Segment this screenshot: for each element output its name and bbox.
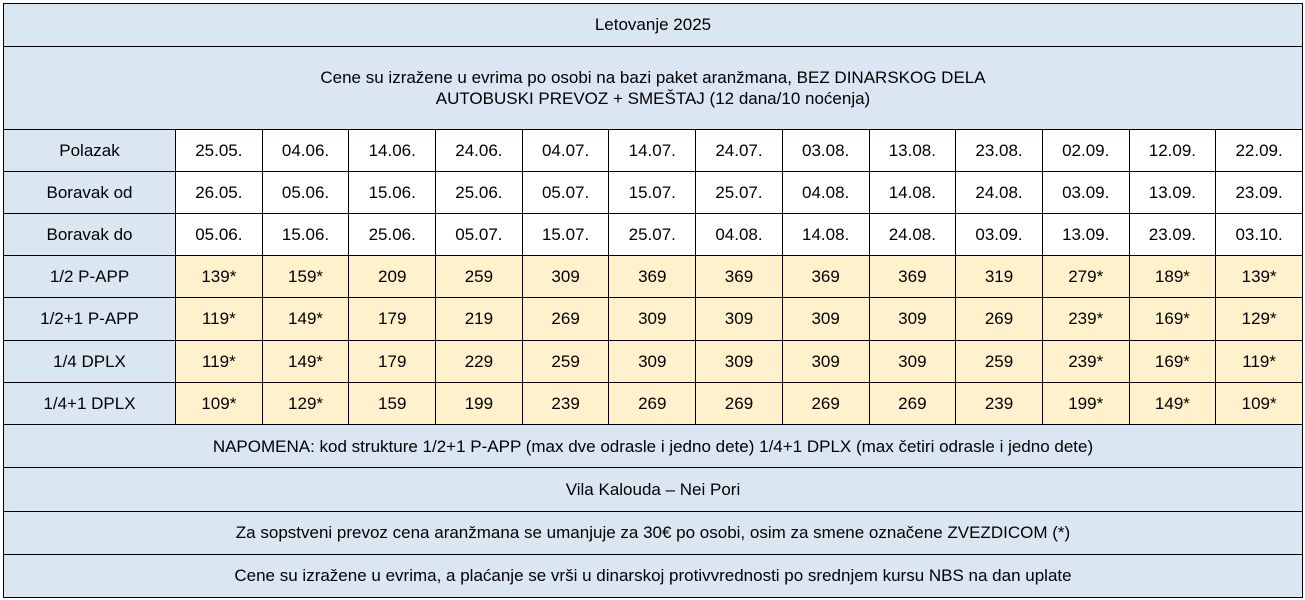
price-cell: 269: [522, 298, 609, 340]
date-cell: 24.07.: [696, 129, 783, 171]
date-cell: 13.09.: [1042, 214, 1129, 256]
row-label: Polazak: [4, 129, 176, 171]
payment-row: [4, 554, 1303, 597]
price-cell: 269: [869, 382, 956, 424]
price-cell: 259: [522, 340, 609, 382]
price-cell: 119*: [176, 298, 263, 340]
date-cell: 13.09.: [1129, 171, 1216, 213]
price-cell: 239: [522, 382, 609, 424]
price-row: [4, 298, 1303, 340]
price-cell: 149*: [262, 340, 349, 382]
price-cell: 139*: [176, 256, 263, 298]
date-cell: 02.09.: [1042, 129, 1129, 171]
price-cell: 169*: [1129, 298, 1216, 340]
price-row: [4, 340, 1303, 382]
price-cell: 309: [869, 340, 956, 382]
date-cell: 14.06.: [349, 129, 436, 171]
price-cell: 139*: [1216, 256, 1303, 298]
napomena-row: [4, 425, 1303, 468]
date-cell: 04.08.: [782, 171, 869, 213]
price-cell: 369: [609, 256, 696, 298]
date-cell: 23.08.: [956, 129, 1043, 171]
price-cell: 239: [956, 382, 1043, 424]
date-cell: 13.08.: [869, 129, 956, 171]
price-cell: 169*: [1129, 340, 1216, 382]
date-cell: 03.08.: [782, 129, 869, 171]
date-cell: 15.07.: [609, 171, 696, 213]
date-row: [4, 171, 1303, 213]
price-cell: 189*: [1129, 256, 1216, 298]
date-cell: 26.05.: [176, 171, 263, 213]
price-cell: 259: [956, 340, 1043, 382]
payment-note: Cene su izražene u evrima, a plaćanje se vrši u dinarskoj protivvrednosti po srednjem kursu NBS na dan uplate: [4, 554, 1303, 597]
date-cell: 25.07.: [609, 214, 696, 256]
date-cell: 03.09.: [1042, 171, 1129, 213]
intro-line-1: Cene su izražene u evrima po osobi na bazi paket aranžmana, BEZ DINARSKOG DELA: [320, 67, 986, 87]
price-table: [3, 3, 1303, 598]
price-cell: 269: [782, 382, 869, 424]
accommodation-name: Vila Kalouda – Nei Pori: [4, 468, 1303, 511]
price-row: [4, 382, 1303, 424]
date-cell: 05.07.: [436, 214, 523, 256]
napomena-note: NAPOMENA: kod strukture 1/2+1 P-APP (max dve odrasle i jedno dete) 1/4+1 DPLX (max četiri odrasle i jedno dete): [4, 425, 1303, 468]
date-cell: 04.08.: [696, 214, 783, 256]
row-label: 1/2 P-APP: [4, 256, 176, 298]
price-cell: 179: [349, 298, 436, 340]
price-cell: 119*: [1216, 340, 1303, 382]
price-cell: 269: [956, 298, 1043, 340]
row-label: 1/2+1 P-APP: [4, 298, 176, 340]
price-cell: 219: [436, 298, 523, 340]
price-cell: 209: [349, 256, 436, 298]
price-cell: 239*: [1042, 298, 1129, 340]
price-cell: 319: [956, 256, 1043, 298]
price-cell: 269: [696, 382, 783, 424]
price-cell: 309: [522, 256, 609, 298]
price-cell: 159: [349, 382, 436, 424]
date-cell: 24.08.: [869, 214, 956, 256]
price-cell: 309: [782, 298, 869, 340]
date-cell: 22.09.: [1216, 129, 1303, 171]
price-cell: 369: [869, 256, 956, 298]
date-cell: 24.06.: [436, 129, 523, 171]
intro-cell: [4, 47, 1303, 129]
price-cell: 309: [782, 340, 869, 382]
row-label: 1/4+1 DPLX: [4, 382, 176, 424]
price-cell: 199: [436, 382, 523, 424]
date-cell: 23.09.: [1216, 171, 1303, 213]
date-cell: 15.06.: [349, 171, 436, 213]
price-rows: [4, 256, 1303, 425]
date-cell: 03.09.: [956, 214, 1043, 256]
date-cell: 14.08.: [782, 214, 869, 256]
intro-row: [4, 47, 1303, 129]
price-cell: 179: [349, 340, 436, 382]
accommodation-row: [4, 468, 1303, 511]
price-cell: 109*: [1216, 382, 1303, 424]
date-cell: 04.06.: [262, 129, 349, 171]
price-cell: 259: [436, 256, 523, 298]
price-cell: 279*: [1042, 256, 1129, 298]
row-label: Boravak od: [4, 171, 176, 213]
row-label: Boravak do: [4, 214, 176, 256]
price-cell: 149*: [1129, 382, 1216, 424]
price-cell: 369: [782, 256, 869, 298]
price-cell: 129*: [262, 382, 349, 424]
date-cell: 25.07.: [696, 171, 783, 213]
price-cell: 309: [696, 298, 783, 340]
price-cell: 309: [609, 298, 696, 340]
price-cell: 239*: [1042, 340, 1129, 382]
date-cell: 05.07.: [522, 171, 609, 213]
date-cell: 24.08.: [956, 171, 1043, 213]
price-cell: 229: [436, 340, 523, 382]
price-cell: 369: [696, 256, 783, 298]
price-cell: 119*: [176, 340, 263, 382]
price-row: [4, 256, 1303, 298]
date-cell: 03.10.: [1216, 214, 1303, 256]
table-title: Letovanje 2025: [4, 4, 1303, 47]
price-cell: 109*: [176, 382, 263, 424]
date-cell: 04.07.: [522, 129, 609, 171]
price-cell: 269: [609, 382, 696, 424]
row-label: 1/4 DPLX: [4, 340, 176, 382]
intro-line-2: AUTOBUSKI PREVOZ + SMEŠTAJ (12 dana/10 noćenja): [435, 88, 871, 108]
own-transport-note: Za sopstveni prevoz cena aranžmana se umanjuje za 30€ po osobi, osim za smene označene ZVEZDICOM (*): [4, 511, 1303, 554]
date-cell: 12.09.: [1129, 129, 1216, 171]
date-row: [4, 129, 1303, 171]
price-cell: 159*: [262, 256, 349, 298]
date-cell: 15.06.: [262, 214, 349, 256]
price-cell: 309: [696, 340, 783, 382]
date-cell: 25.05.: [176, 129, 263, 171]
price-cell: 309: [869, 298, 956, 340]
date-row: [4, 214, 1303, 256]
date-cell: 25.06.: [349, 214, 436, 256]
date-cell: 25.06.: [436, 171, 523, 213]
date-cell: 14.08.: [869, 171, 956, 213]
date-cell: 14.07.: [609, 129, 696, 171]
price-cell: 149*: [262, 298, 349, 340]
own-transport-row: [4, 511, 1303, 554]
date-cell: 05.06.: [176, 214, 263, 256]
date-cell: 05.06.: [262, 171, 349, 213]
price-cell: 199*: [1042, 382, 1129, 424]
price-cell: 129*: [1216, 298, 1303, 340]
price-cell: 309: [609, 340, 696, 382]
date-cell: 15.07.: [522, 214, 609, 256]
date-rows: [4, 129, 1303, 256]
date-cell: 23.09.: [1129, 214, 1216, 256]
title-row: [4, 4, 1303, 47]
